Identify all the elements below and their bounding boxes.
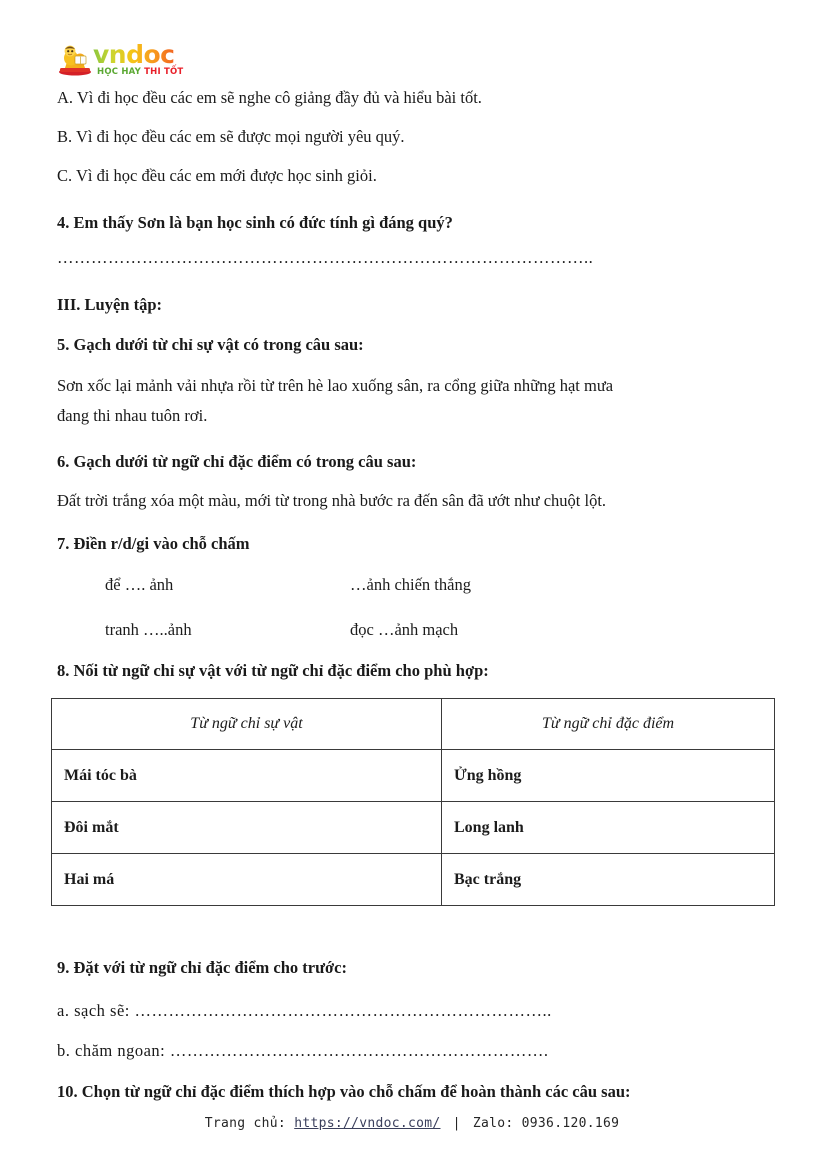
- question-7-row-2: [105, 615, 765, 645]
- logo-wordmark: vndoc: [93, 40, 175, 69]
- table-cell-attribute-2[interactable]: Long lanh: [442, 802, 775, 854]
- question-7-item-2-right[interactable]: đọc …ảnh mạch: [350, 620, 459, 639]
- logo-tagline-red: THI TỐT: [144, 67, 184, 77]
- vndoc-mascot-icon: [57, 44, 93, 76]
- logo-tagline-green: HỌC HAY: [97, 67, 141, 77]
- question-9-title: 9. Đặt với từ ngữ chỉ đặc điểm cho trước:: [57, 958, 347, 977]
- table-row: [52, 802, 775, 854]
- question-10-title: 10. Chọn từ ngữ chỉ đặc điểm thích hợp vào chỗ chấm để hoàn thành các câu sau:: [57, 1082, 631, 1101]
- question-6-title: 6. Gạch dưới từ ngữ chỉ đặc điểm có trong câu sau:: [57, 452, 417, 471]
- question-7-item-1-right[interactable]: …ảnh chiến thắng: [350, 575, 471, 594]
- choice-a: A. Vì đi học đều các em sẽ nghe cô giảng đầy đủ và hiểu bài tốt.: [57, 88, 482, 107]
- vndoc-logo: [57, 42, 187, 80]
- table-header-cell-1: Từ ngữ chỉ sự vật: [52, 699, 442, 750]
- question-8-title: 8. Nối từ ngữ chỉ sự vật với từ ngữ chỉ đặc điểm cho phù hợp:: [57, 661, 489, 680]
- footer-zalo: Zalo: 0936.120.169: [472, 1116, 620, 1131]
- question-9-answer-a[interactable]: a. sạch sẽ: ………………………………………………………………..: [57, 1001, 552, 1020]
- footer-separator: |: [452, 1116, 461, 1131]
- question-7-item-2-left[interactable]: tranh …..ảnh: [105, 620, 192, 639]
- table-row: [52, 854, 775, 906]
- table-row: [52, 750, 775, 802]
- table-cell-object-3[interactable]: Hai má: [52, 854, 442, 906]
- question-7-title: 7. Điền r/d/gi vào chỗ chấm: [57, 534, 250, 553]
- section-iii-heading: III. Luyện tập:: [57, 295, 162, 314]
- question-4-title: 4. Em thấy Sơn là bạn học sinh có đức tính gì đáng quý?: [57, 213, 453, 232]
- question-4-answer-line[interactable]: …………………………………………………………………………………..: [57, 248, 594, 267]
- table-header-cell-2: Từ ngữ chỉ đặc điểm: [442, 699, 775, 750]
- table-cell-attribute-1[interactable]: Ửng hồng: [442, 750, 775, 802]
- logo-tagline: [97, 67, 183, 77]
- question-7-row-1: [105, 570, 765, 600]
- footer-label: Trang chủ:: [204, 1116, 287, 1131]
- question-5-title: 5. Gạch dưới từ chỉ sự vật có trong câu sau:: [57, 335, 364, 354]
- matching-table: [51, 698, 775, 906]
- question-5-body-line-2: đang thi nhau tuôn rơi.: [57, 406, 208, 425]
- choice-b: B. Vì đi học đều các em sẽ được mọi người yêu quý.: [57, 127, 405, 146]
- table-cell-object-1[interactable]: Mái tóc bà: [52, 750, 442, 802]
- table-header-row: [52, 699, 775, 750]
- footer-url-link[interactable]: https://vndoc.com/: [294, 1116, 441, 1131]
- table-cell-attribute-3[interactable]: Bạc trắng: [442, 854, 775, 906]
- question-7-item-1-left[interactable]: để …. ảnh: [105, 575, 174, 594]
- question-5-body-line-1: Sơn xốc lại mảnh vải nhựa rồi từ trên hè lao xuống sân, ra cổng giữa những hạt mưa: [57, 376, 614, 395]
- table-cell-object-2[interactable]: Đôi mắt: [52, 802, 442, 854]
- question-6-body: Đất trời trắng xóa một màu, mới từ trong nhà bước ra đến sân đã ướt như chuột lột.: [57, 491, 607, 510]
- page-footer: [0, 1116, 824, 1131]
- choice-c: C. Vì đi học đều các em mới được học sinh giỏi.: [57, 166, 377, 185]
- question-9-answer-b[interactable]: b. chăm ngoan: ………………………………………………………….: [57, 1041, 549, 1060]
